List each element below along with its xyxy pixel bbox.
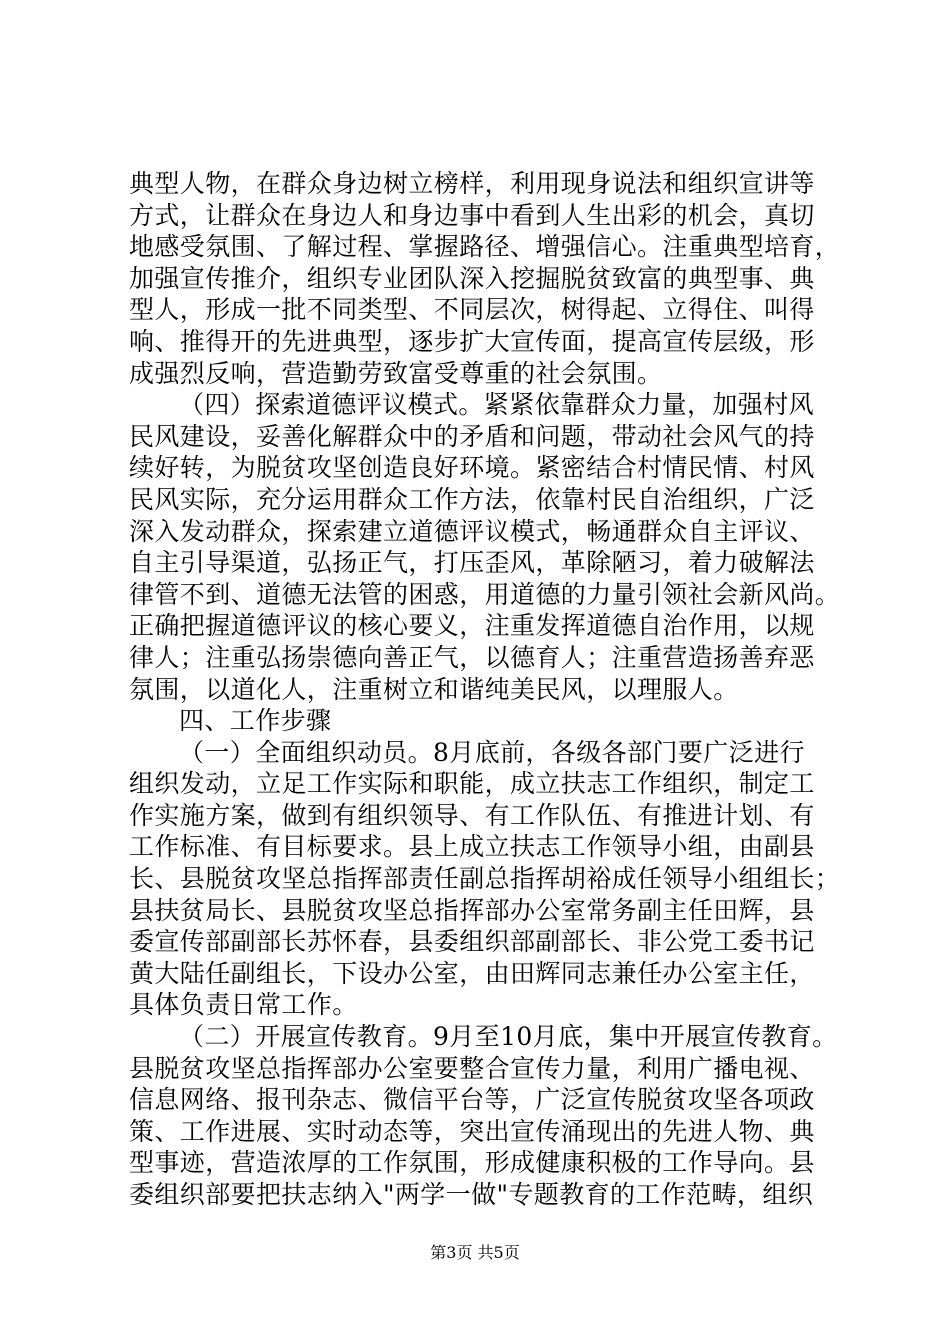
text-line: 民风实际，充分运用群众工作方法，依靠村民自治组织，广泛 [129,484,815,514]
text-line: 氛围，以道化人，注重树立和谐纯美民风，以理服人。 [129,674,739,704]
text-line: 委宣传部副部长苏怀春，县委组织部副部长、非公党工委书记 [129,927,815,957]
text-line: 信息网络、报刊杂志、微信平台等，广泛宣传脱贫攻坚各项政 [129,1085,815,1115]
text-line: 长、县脱贫攻坚总指挥部责任副总指挥胡裕成任领导小组组长； [129,864,841,894]
text-line: 具体负责日常工作。 [129,990,358,1020]
text-line: 响、推得开的先进典型，逐步扩大宣传面，提高宣传层级，形 [129,326,815,356]
text-line: 组织发动，立足工作实际和职能，成立扶志工作组织，制定工 [129,769,815,799]
text-line: 黄大陆任副组长，下设办公室，由田辉同志兼任办公室主任， [129,958,815,988]
text-line: 民风建设，妥善化解群众中的矛盾和问题，带动社会风气的持 [129,421,815,451]
text-line: 工作标准、有目标要求。县上成立扶志工作领导小组，由副县 [129,832,815,862]
text-line: 加强宣传推介，组织专业团队深入挖掘脱贫致富的典型事、典 [129,263,815,293]
text-line: 方式，让群众在身边人和身边事中看到人生出彩的机会，真切 [129,200,815,230]
text-line: 成强烈反响，营造勤劳致富受尊重的社会氛围。 [129,358,663,388]
text-line: 深入发动群众，探索建立道德评议模式，畅通群众自主评议、 [129,516,815,546]
text-line: （四）探索道德评议模式。紧紧依靠群众力量，加强村风 [179,390,815,420]
text-line: （二）开展宣传教育。9月至10月底，集中开展宣传教育。 [179,1022,838,1052]
text-line: 作实施方案，做到有组织领导、有工作队伍、有推进计划、有 [129,800,815,830]
text-line: 县扶贫局长、县脱贫攻坚总指挥部办公室常务副主任田辉，县 [129,895,815,925]
page-number-footer: 第3页 共5页 [430,1243,520,1262]
text-line: 典型人物，在群众身边树立榜样，利用现身说法和组织宣讲等 [129,169,815,198]
text-line: 四、工作步骤 [179,706,332,736]
text-line: 地感受氛围、了解过程、掌握路径、增强信心。注重典型培育， [129,232,841,262]
text-line: 律管不到、道德无法管的困惑，用道德的力量引领社会新风尚。 [129,579,841,609]
text-line: 正确把握道德评议的核心要义，注重发挥道德自治作用，以规 [129,611,815,641]
text-line: 律人；注重弘扬崇德向善正气，以德育人；注重营造扬善弃恶 [129,642,815,672]
text-line: 自主引导渠道，弘扬正气，打压歪风，革除陋习，着力破解法 [129,548,815,578]
text-line: 县脱贫攻坚总指挥部办公室要整合宣传力量，利用广播电视、 [129,1053,815,1083]
text-line: 委组织部要把扶志纳入"两学一做"专题教育的工作范畴，组织 [129,1180,814,1209]
document-body [129,168,841,1211]
text-line: 续好转，为脱贫攻坚创造良好环境。紧密结合村情民情、村风 [129,453,815,483]
text-line: 型人，形成一批不同类型、不同层次，树得起、立得住、叫得 [129,295,815,325]
text-line: 型事迹，营造浓厚的工作氛围，形成健康积极的工作导向。县 [129,1148,815,1178]
text-line: （一）全面组织动员。8月底前，各级各部门要广泛进行 [179,737,805,767]
text-line: 策、工作进展、实时动态等，突出宣传涌现出的先进人物、典 [129,1116,815,1146]
